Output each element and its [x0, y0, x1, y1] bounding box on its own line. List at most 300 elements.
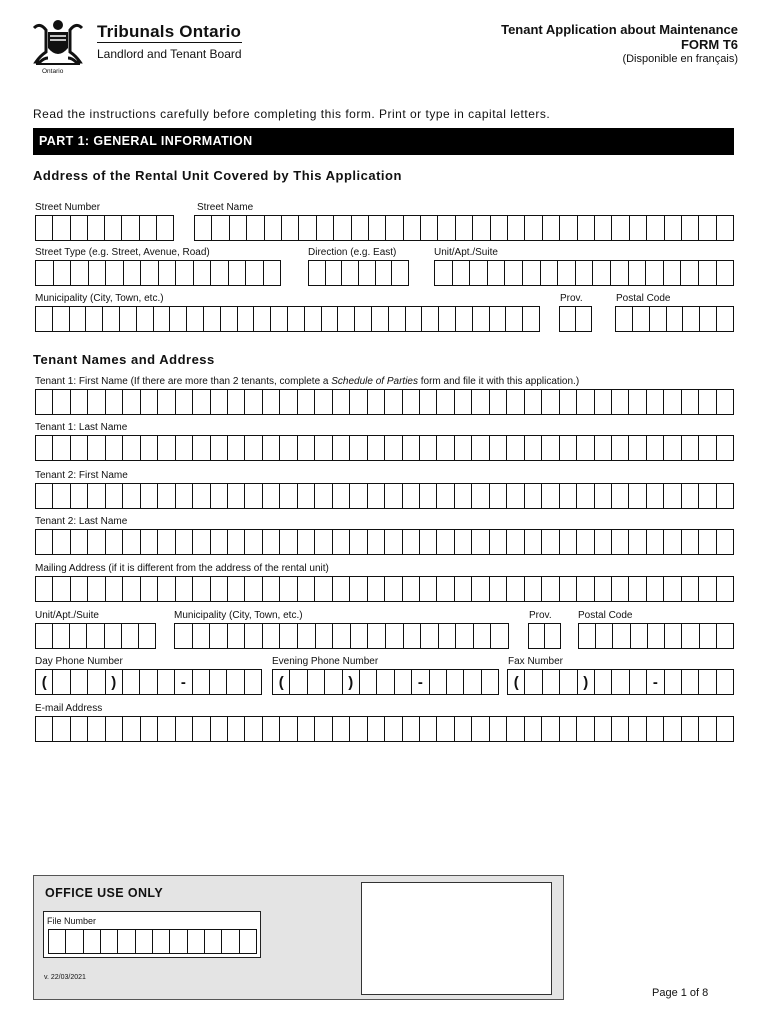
rental-unit-heading: Address of the Rental Unit Covered by This Application	[33, 168, 402, 183]
char-box	[386, 624, 404, 648]
char-box	[193, 624, 211, 648]
char-box	[525, 577, 542, 601]
phone-digit-cell	[290, 670, 307, 694]
tenant2-first-label: Tenant 2: First Name	[35, 470, 128, 481]
char-box	[176, 577, 193, 601]
postal-code-field[interactable]	[615, 306, 734, 332]
char-box	[629, 484, 646, 508]
char-box	[53, 307, 70, 331]
char-box	[699, 390, 716, 414]
char-box	[507, 717, 524, 741]
char-box	[141, 261, 159, 285]
char-box	[560, 484, 577, 508]
phone-digit-cell	[543, 670, 560, 694]
ontario-crest-logo	[30, 18, 86, 78]
char-box	[699, 261, 717, 285]
char-box	[140, 216, 157, 240]
char-box	[421, 216, 438, 240]
char-box	[403, 484, 420, 508]
char-box	[195, 216, 212, 240]
phone-digit-cell	[595, 670, 612, 694]
tenant1-first-label-note: form and file it with this application.)	[417, 376, 580, 387]
char-box	[211, 436, 228, 460]
char-box	[141, 484, 158, 508]
char-box	[351, 624, 369, 648]
char-box	[333, 484, 350, 508]
char-box	[66, 930, 83, 953]
mailing-municipality-label: Municipality (City, Town, etc.)	[174, 610, 303, 621]
email-field[interactable]	[35, 716, 734, 742]
direction-field[interactable]	[308, 260, 409, 286]
file-number-field[interactable]	[48, 929, 257, 954]
phone-dash: -	[412, 670, 429, 694]
prov-label: Prov.	[560, 293, 583, 304]
char-box	[333, 436, 350, 460]
char-box	[577, 717, 594, 741]
char-box	[647, 577, 664, 601]
phone-digit-cell	[360, 670, 377, 694]
char-box	[271, 307, 288, 331]
char-box	[71, 484, 88, 508]
char-box	[525, 216, 542, 240]
phone-close-paren: )	[343, 670, 360, 694]
char-box	[385, 530, 402, 554]
char-box	[333, 577, 350, 601]
char-box	[263, 436, 280, 460]
phone-digit-cell	[630, 670, 647, 694]
char-box	[612, 216, 629, 240]
char-box	[699, 717, 716, 741]
char-box	[282, 216, 299, 240]
char-box	[352, 216, 369, 240]
mailing-prov-label: Prov.	[529, 610, 552, 621]
street-name-field[interactable]	[194, 215, 734, 241]
char-box	[106, 390, 123, 414]
phone-digit-cell	[665, 670, 682, 694]
char-box	[103, 307, 120, 331]
tenant1-first-field[interactable]	[35, 389, 734, 415]
char-box	[211, 577, 228, 601]
char-box	[629, 261, 647, 285]
char-box	[717, 577, 734, 601]
char-box	[106, 436, 123, 460]
char-box	[631, 624, 648, 648]
char-box	[664, 577, 681, 601]
char-box	[717, 307, 734, 331]
char-box	[422, 307, 439, 331]
char-box	[699, 484, 716, 508]
char-box	[456, 307, 473, 331]
char-box	[263, 624, 281, 648]
char-box	[616, 307, 633, 331]
char-box	[316, 624, 334, 648]
phone-digit-cell	[377, 670, 394, 694]
char-box	[682, 530, 699, 554]
char-box	[369, 216, 386, 240]
char-box	[118, 930, 135, 953]
fax-field[interactable]	[507, 669, 734, 695]
tenant2-last-field[interactable]	[35, 529, 734, 555]
char-box	[153, 930, 170, 953]
char-box	[212, 216, 229, 240]
char-box	[683, 307, 700, 331]
char-box	[368, 577, 385, 601]
char-box	[543, 216, 560, 240]
char-box	[472, 717, 489, 741]
char-box	[158, 717, 175, 741]
char-box	[36, 436, 53, 460]
file-number-box	[43, 911, 261, 958]
char-box	[612, 390, 629, 414]
mailing-unit-label: Unit/Apt./Suite	[35, 610, 99, 621]
prov-field[interactable]	[559, 306, 592, 332]
char-box	[507, 484, 524, 508]
municipality-label: Municipality (City, Town, etc.)	[35, 293, 164, 304]
char-box	[333, 390, 350, 414]
char-box	[473, 216, 490, 240]
char-box	[298, 717, 315, 741]
char-box	[315, 530, 332, 554]
char-box	[490, 436, 507, 460]
char-box	[368, 436, 385, 460]
char-box	[523, 307, 540, 331]
tenant1-last-field[interactable]	[35, 435, 734, 461]
phone-digit-cell	[308, 670, 325, 694]
char-box	[176, 530, 193, 554]
char-box	[647, 436, 664, 460]
char-box	[123, 717, 140, 741]
char-box	[187, 307, 204, 331]
char-box	[106, 530, 123, 554]
char-box	[210, 624, 228, 648]
char-box	[298, 484, 315, 508]
char-box	[472, 530, 489, 554]
char-box	[717, 390, 734, 414]
char-box	[717, 436, 734, 460]
char-box	[333, 530, 350, 554]
char-box	[230, 216, 247, 240]
char-box	[682, 717, 699, 741]
char-box	[647, 484, 664, 508]
char-box	[525, 390, 542, 414]
mailing-prov-field[interactable]	[528, 623, 561, 649]
stamp-box	[361, 882, 552, 995]
char-box	[88, 484, 105, 508]
char-box	[613, 624, 630, 648]
fax-label: Fax Number	[508, 656, 564, 667]
char-box	[254, 307, 271, 331]
street-name-label: Street Name	[197, 202, 254, 213]
char-box	[612, 436, 629, 460]
char-box	[542, 484, 559, 508]
char-box	[170, 307, 187, 331]
tenant2-first-field[interactable]	[35, 483, 734, 509]
char-box	[88, 577, 105, 601]
char-box	[245, 577, 262, 601]
char-box	[542, 390, 559, 414]
char-box	[158, 530, 175, 554]
char-box	[385, 717, 402, 741]
char-box	[228, 390, 245, 414]
phone-digit-cell	[88, 670, 105, 694]
char-box	[577, 530, 594, 554]
phone-close-paren: )	[106, 670, 123, 694]
unit-field[interactable]	[434, 260, 734, 286]
char-box	[633, 307, 650, 331]
char-box	[420, 390, 437, 414]
char-box	[123, 484, 140, 508]
char-box	[647, 390, 664, 414]
char-box	[682, 484, 699, 508]
char-box	[595, 390, 612, 414]
char-box	[699, 530, 716, 554]
char-box	[579, 624, 596, 648]
char-box	[437, 717, 454, 741]
char-box	[228, 530, 245, 554]
char-box	[682, 436, 699, 460]
char-box	[437, 436, 454, 460]
char-box	[229, 261, 247, 285]
street-type-field[interactable]	[35, 260, 281, 286]
day-phone-field[interactable]	[35, 669, 262, 695]
char-box	[193, 717, 210, 741]
char-box	[193, 484, 210, 508]
char-box	[105, 216, 122, 240]
char-box	[508, 216, 525, 240]
char-box	[453, 261, 471, 285]
char-box	[137, 307, 154, 331]
char-box	[326, 261, 343, 285]
char-box	[245, 390, 262, 414]
char-box	[629, 436, 646, 460]
char-box	[612, 577, 629, 601]
char-box	[280, 390, 297, 414]
char-box	[507, 390, 524, 414]
char-box	[403, 436, 420, 460]
char-box	[53, 530, 70, 554]
char-box	[53, 436, 70, 460]
char-box	[558, 261, 576, 285]
char-box	[647, 717, 664, 741]
phone-digit-cell	[245, 670, 262, 694]
char-box	[141, 530, 158, 554]
phone-digit-cell	[193, 670, 210, 694]
char-box	[211, 390, 228, 414]
char-box	[665, 216, 682, 240]
tenant2-last-label: Tenant 2: Last Name	[35, 516, 128, 527]
char-box	[71, 261, 89, 285]
unit-label: Unit/Apt./Suite	[434, 247, 498, 258]
char-box	[629, 530, 646, 554]
char-box	[472, 436, 489, 460]
char-box	[280, 717, 297, 741]
char-box	[350, 577, 367, 601]
char-box	[139, 624, 156, 648]
char-box	[71, 577, 88, 601]
phone-digit-cell	[53, 670, 70, 694]
char-box	[154, 307, 171, 331]
char-box	[158, 390, 175, 414]
char-box	[120, 307, 137, 331]
char-box	[420, 577, 437, 601]
char-box	[338, 307, 355, 331]
char-box	[717, 530, 734, 554]
phone-digit-cell	[612, 670, 629, 694]
char-box	[490, 390, 507, 414]
char-box	[420, 484, 437, 508]
char-box	[298, 436, 315, 460]
char-box	[53, 577, 70, 601]
char-box	[455, 484, 472, 508]
phone-digit-cell	[699, 670, 716, 694]
char-box	[53, 484, 70, 508]
phone-digit-cell	[227, 670, 244, 694]
char-box	[36, 216, 53, 240]
char-box	[629, 390, 646, 414]
char-box	[141, 436, 158, 460]
char-box	[106, 261, 124, 285]
evening-phone-field[interactable]	[272, 669, 499, 695]
char-box	[228, 436, 245, 460]
char-box	[36, 624, 53, 648]
phone-digit-cell	[482, 670, 499, 694]
char-box	[245, 624, 263, 648]
char-box	[560, 307, 576, 331]
char-box	[437, 530, 454, 554]
char-box	[53, 216, 70, 240]
char-box	[170, 930, 187, 953]
char-box	[188, 930, 205, 953]
char-box	[350, 717, 367, 741]
char-box	[525, 530, 542, 554]
char-box	[439, 307, 456, 331]
char-box	[542, 530, 559, 554]
char-box	[175, 624, 193, 648]
char-box	[158, 484, 175, 508]
day-phone-label: Day Phone Number	[35, 656, 123, 667]
char-box	[245, 436, 262, 460]
char-box	[350, 530, 367, 554]
char-box	[490, 577, 507, 601]
char-box	[53, 390, 70, 414]
char-box	[490, 530, 507, 554]
char-box	[612, 717, 629, 741]
char-box	[123, 390, 140, 414]
char-box	[36, 484, 53, 508]
char-box	[193, 390, 210, 414]
char-box	[53, 624, 70, 648]
char-box	[456, 216, 473, 240]
char-box	[595, 717, 612, 741]
municipality-field[interactable]	[35, 306, 540, 332]
char-box	[576, 307, 592, 331]
char-box	[194, 261, 212, 285]
char-box	[437, 577, 454, 601]
char-box	[350, 436, 367, 460]
char-box	[88, 436, 105, 460]
char-box	[264, 261, 282, 285]
char-box	[263, 717, 280, 741]
phone-digit-cell	[210, 670, 227, 694]
char-box	[630, 216, 647, 240]
mailing-address-field[interactable]	[35, 576, 734, 602]
char-box	[359, 261, 376, 285]
char-box	[437, 484, 454, 508]
char-box	[84, 930, 101, 953]
char-box	[595, 484, 612, 508]
char-box	[176, 484, 193, 508]
char-box	[228, 484, 245, 508]
char-box	[664, 436, 681, 460]
char-box	[611, 261, 629, 285]
street-number-field[interactable]	[35, 215, 174, 241]
char-box	[141, 577, 158, 601]
char-box	[71, 530, 88, 554]
char-box	[421, 624, 439, 648]
char-box	[158, 577, 175, 601]
char-box	[406, 307, 423, 331]
char-box	[263, 484, 280, 508]
char-box	[309, 261, 326, 285]
mailing-postal-code-field[interactable]	[578, 623, 734, 649]
char-box	[350, 390, 367, 414]
mailing-municipality-field[interactable]	[174, 623, 509, 649]
char-box	[245, 484, 262, 508]
mailing-unit-field[interactable]	[35, 623, 156, 649]
char-box	[472, 390, 489, 414]
tenant1-first-label	[35, 376, 579, 388]
char-box	[595, 530, 612, 554]
phone-digit-cell	[325, 670, 342, 694]
char-box	[123, 436, 140, 460]
tenant1-last-label: Tenant 1: Last Name	[35, 422, 128, 433]
char-box	[420, 530, 437, 554]
char-box	[560, 530, 577, 554]
char-box	[648, 624, 665, 648]
char-box	[36, 261, 54, 285]
char-box	[193, 436, 210, 460]
char-box	[455, 717, 472, 741]
char-box	[280, 577, 297, 601]
char-box	[525, 717, 542, 741]
char-box	[263, 390, 280, 414]
char-box	[420, 717, 437, 741]
char-box	[228, 577, 245, 601]
char-box	[437, 390, 454, 414]
char-box	[368, 390, 385, 414]
char-box	[288, 307, 305, 331]
char-box	[542, 436, 559, 460]
char-box	[245, 717, 262, 741]
char-box	[470, 261, 488, 285]
char-box	[629, 577, 646, 601]
char-box	[629, 717, 646, 741]
char-box	[355, 307, 372, 331]
char-box	[298, 577, 315, 601]
char-box	[664, 390, 681, 414]
char-box	[491, 216, 508, 240]
char-box	[36, 717, 53, 741]
char-box	[71, 216, 88, 240]
char-box	[474, 624, 492, 648]
char-box	[420, 436, 437, 460]
char-box	[246, 261, 264, 285]
char-box	[717, 717, 734, 741]
tenant1-first-label-text: Tenant 1: First Name (If there are more than 2 tenants, complete a	[35, 376, 332, 387]
char-box	[541, 261, 559, 285]
char-box	[542, 577, 559, 601]
phone-digit-cell	[123, 670, 140, 694]
